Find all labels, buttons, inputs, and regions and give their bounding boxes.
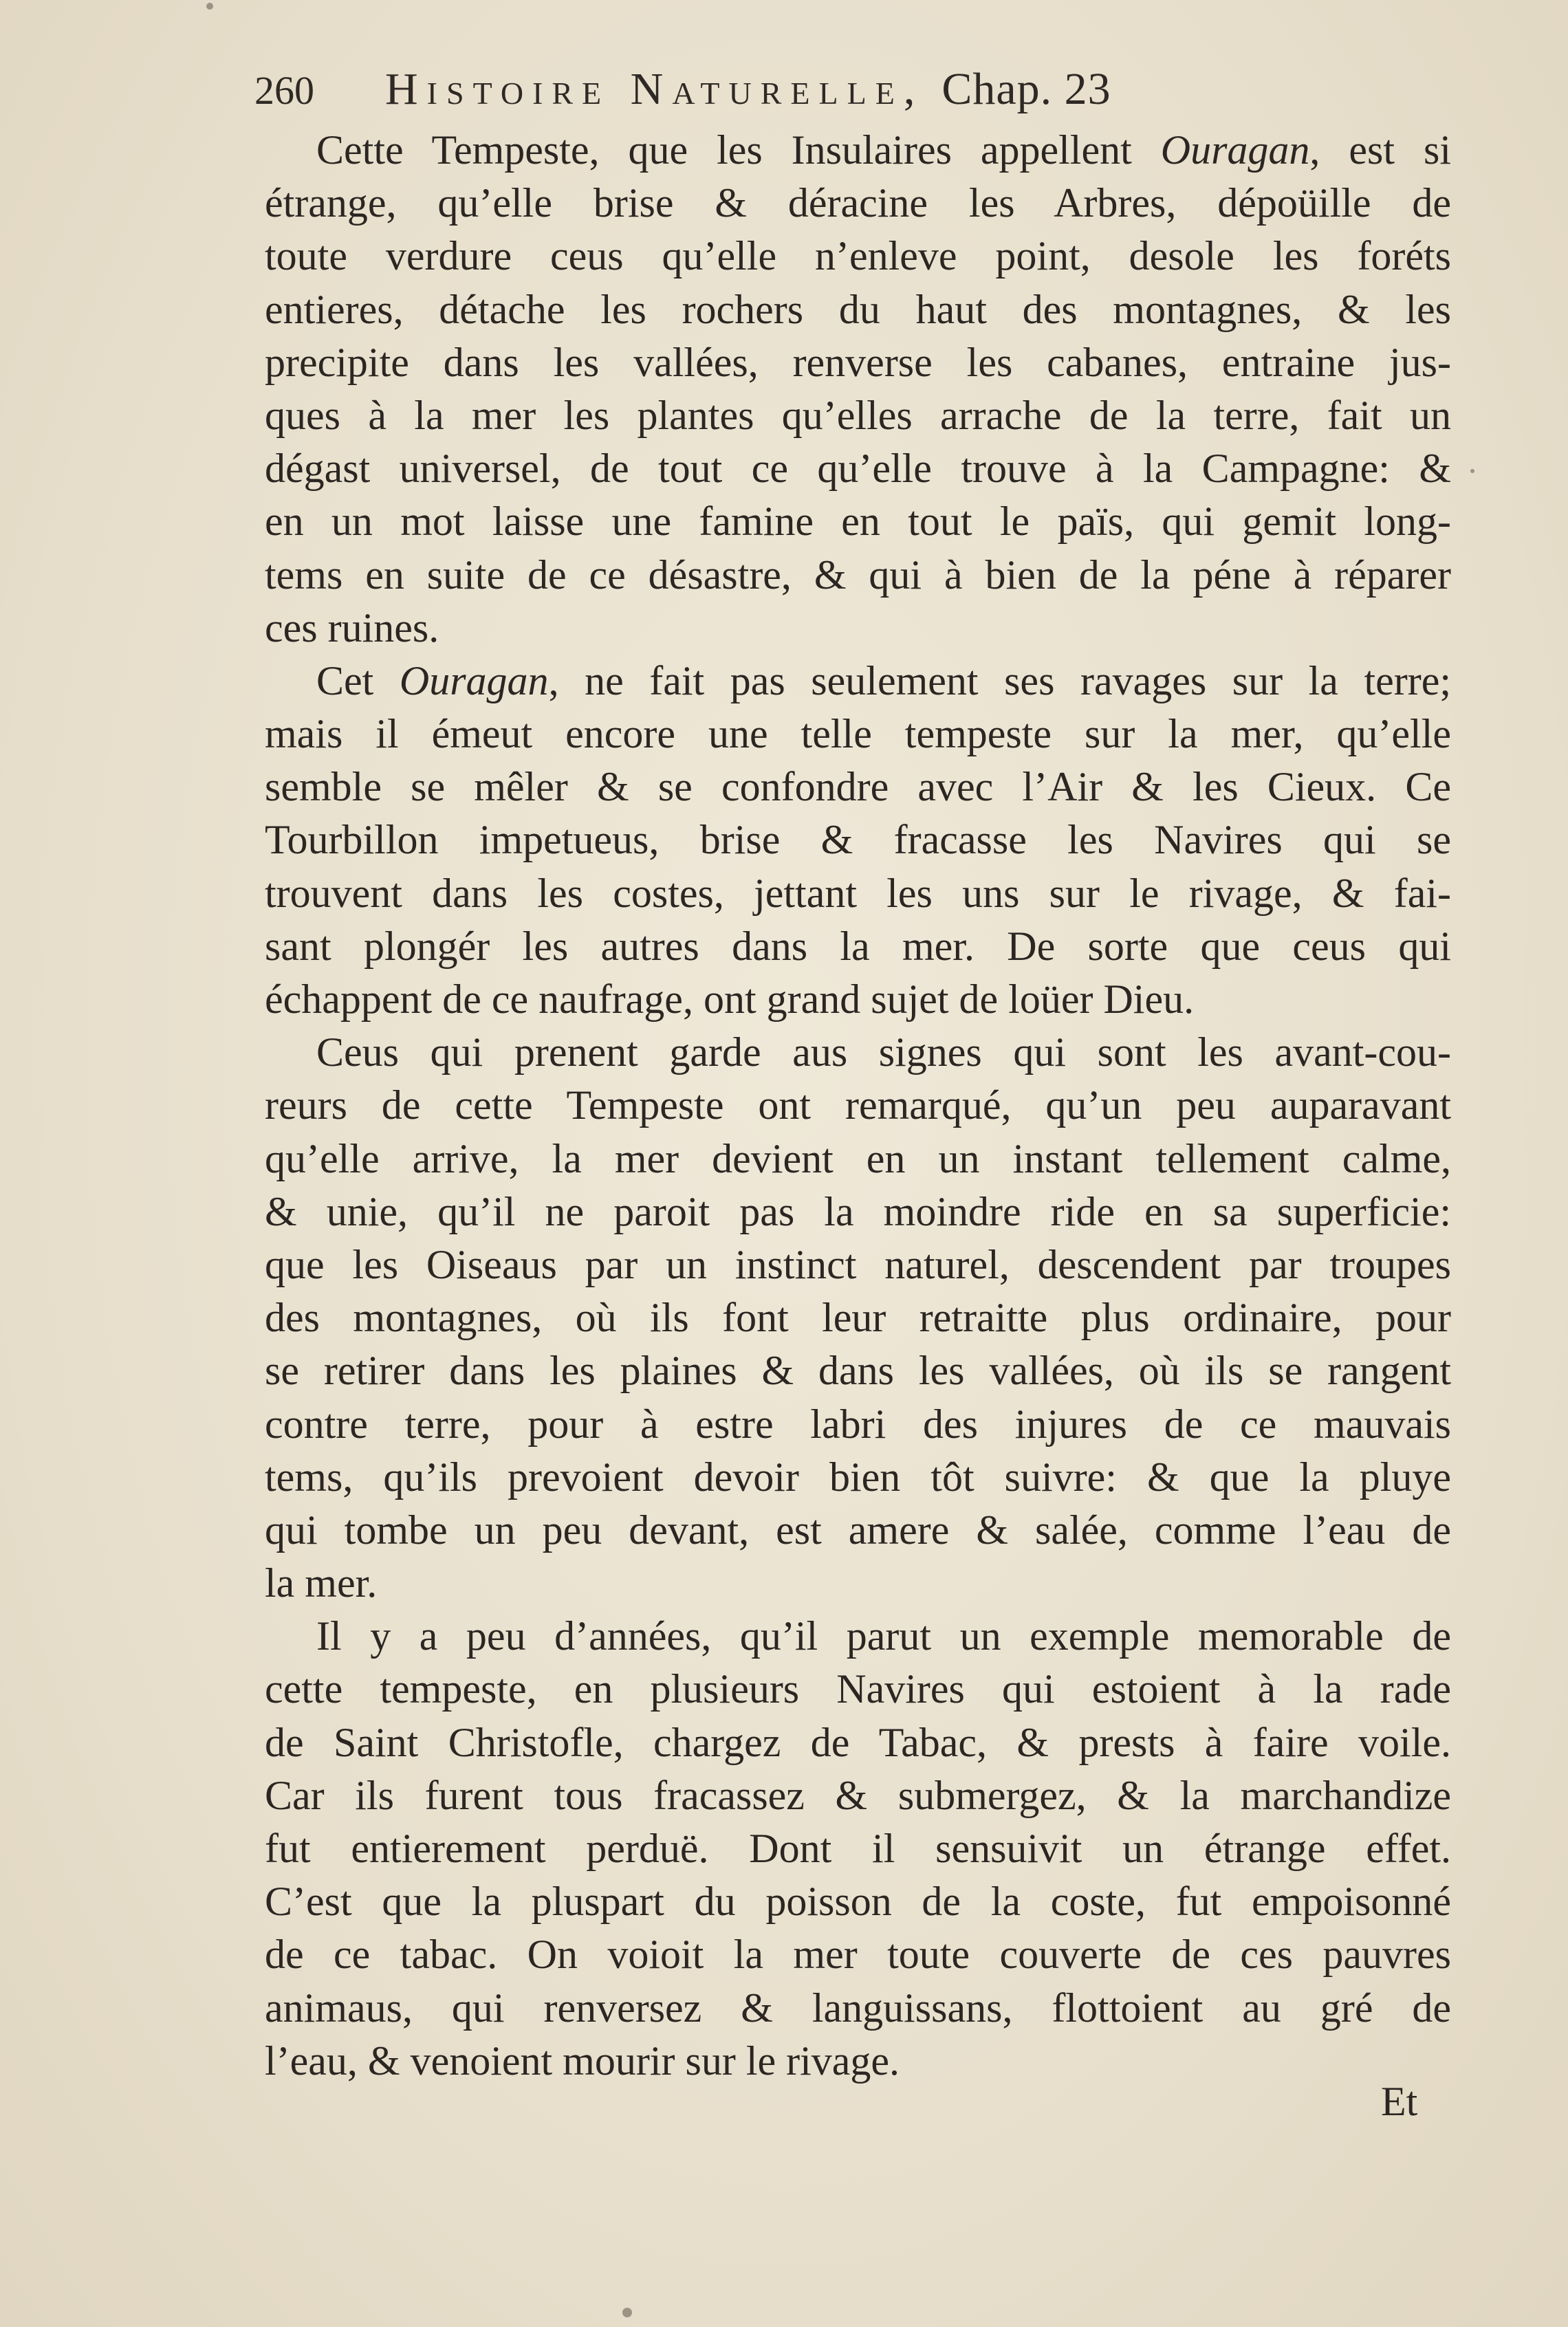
paper-speck	[206, 3, 213, 10]
text-line: Cette Tempeste, que les Insulaires appellent Ouragan, est si	[316, 127, 1451, 173]
text-line: se retirer dans les plaines & dans les vallées, où ils se rangent	[265, 1348, 1451, 1394]
text-line: mais il émeut encore une telle tempeste sur la mer, qu’elle	[265, 711, 1451, 757]
text-line: cette tempeste, en plusieurs Navires qui estoient à la rade	[265, 1666, 1451, 1712]
text-line: des montagnes, où ils font leur retraitte plus ordinaire, pour	[265, 1295, 1451, 1341]
text-line: precipite dans les vallées, renverse les cabanes, entraine jus-	[265, 339, 1451, 385]
text-line: ques à la mer les plantes qu’elles arrache de la terre, fait un	[265, 392, 1451, 438]
text-line: étrange, qu’elle brise & déracine les Arbres, dépoüille de	[265, 180, 1451, 226]
text-line: toute verdure ceus qu’elle n’enleve point, desole les foréts	[265, 233, 1451, 279]
text-line: tems, qu’ils prevoient devoir bien tôt suivre: & que la pluye	[265, 1454, 1451, 1500]
catchword: Et	[1381, 2079, 1418, 2124]
text-line: de Saint Christofle, chargez de Tabac, & prests à faire voile.	[265, 1719, 1451, 1765]
text-line: Il y a peu d’années, qu’il parut un exemple memorable de	[316, 1613, 1451, 1659]
text-line: trouvent dans les costes, jettant les uns sur le rivage, & fai-	[265, 870, 1451, 916]
text-line: qu’elle arrive, la mer devient en un instant tellement calme,	[265, 1135, 1451, 1181]
paragraph-4	[265, 1610, 1451, 2088]
text-line: fut entierement perduë. Dont il sensuivit un étrange effet.	[265, 1826, 1451, 1871]
running-header	[254, 63, 1458, 118]
paragraph-3	[265, 1026, 1451, 1610]
text-line: Ceus qui prenent garde aus signes qui sont les avant-cou-	[316, 1029, 1451, 1075]
text-line: que les Oiseaus par un instinct naturel, descendent par troupes	[265, 1241, 1451, 1287]
text-line: ces ruines.	[265, 604, 439, 651]
text-line: de ce tabac. On voioit la mer toute couverte de ces pauvres	[265, 1932, 1451, 1978]
text-line: & unie, qu’il ne paroit pas la moindre ride en sa superficie:	[265, 1188, 1451, 1234]
text-line: l’eau, & venoient mourir sur le rivage.	[265, 2038, 900, 2084]
paper-speck	[622, 2308, 632, 2317]
paragraph-1	[265, 124, 1451, 655]
text-line: tems en suite de ce désastre, & qui à bien de la péne à réparer	[265, 551, 1451, 598]
text-line: semble se mêler & se confondre avec l’Air & les Cieux. Ce	[265, 764, 1451, 810]
chapter-label: Chap. 23	[941, 64, 1111, 114]
text-line: contre terre, pour à estre labri des injures de ce mauvais	[265, 1401, 1451, 1447]
text-line: Tourbillon impetueus, brise & fracasse les Navires qui se	[265, 817, 1451, 863]
italic-term: Ouragan	[399, 657, 549, 703]
text-line: entieres, détache les rochers du haut des montagnes, & les	[265, 286, 1451, 332]
text-line: en un mot laisse une famine en tout le païs, qui gemit long-	[265, 499, 1451, 545]
running-title: Histoire Naturelle,	[385, 64, 924, 114]
paper-speck	[1470, 469, 1474, 473]
text-line: échappent de ce naufrage, ont grand sujet de loüer Dieu.	[265, 976, 1195, 1022]
text-line: qui tombe un peu devant, est amere & salée, comme l’eau de	[265, 1507, 1451, 1553]
text-line: dégast universel, de tout ce qu’elle trouve à la Campagne: &	[265, 446, 1451, 492]
page-number: 260	[254, 68, 314, 113]
paragraph-2	[265, 655, 1451, 1026]
text-line: animaus, qui renversez & languissans, flottoient au gré de	[265, 1985, 1451, 2031]
text-line: la mer.	[265, 1560, 378, 1606]
text-line: Car ils furent tous fracassez & submergez, & la marchandize	[265, 1772, 1451, 1818]
text-line: Cet Ouragan, ne fait pas seulement ses ravages sur la terre;	[316, 657, 1452, 703]
text-line: reurs de cette Tempeste ont remarqué, qu’un peu auparavant	[265, 1082, 1451, 1128]
italic-term: Ouragan	[1160, 127, 1310, 173]
text-line: sant plongér les autres dans la mer. De sorte que ceus qui	[265, 923, 1451, 969]
body-text	[265, 124, 1451, 2088]
text-line: C’est que la pluspart du poisson de la coste, fut empoisonné	[265, 1879, 1451, 1925]
